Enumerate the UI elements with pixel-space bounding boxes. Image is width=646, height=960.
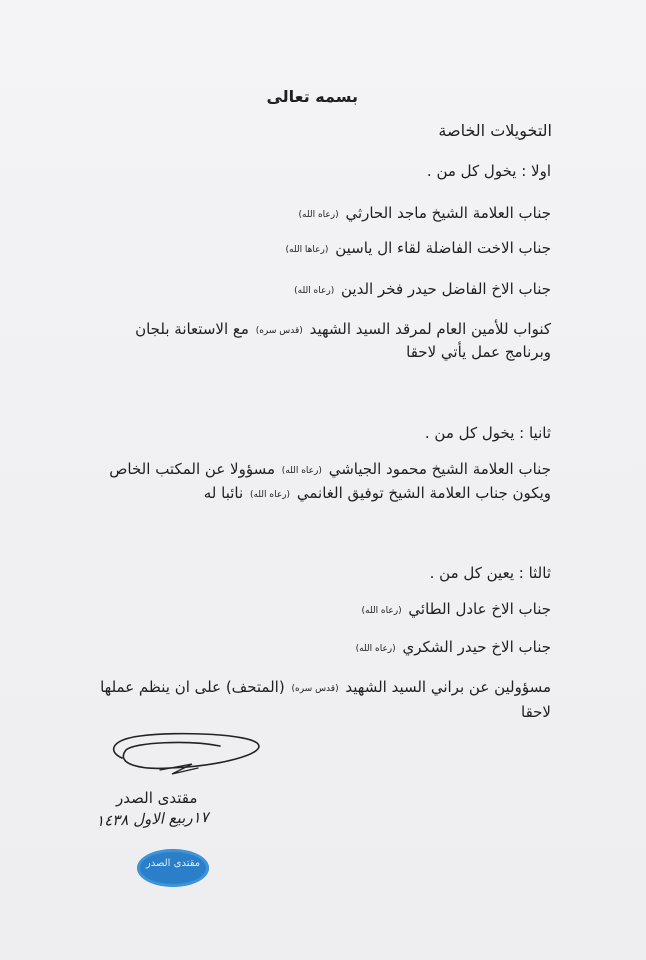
section2-line1 [109,458,551,482]
item-note: (رعاه الله) [361,606,402,616]
item-note: (رعاه الله) [298,210,339,220]
section1-label: اولا : يخول كل من . [426,162,551,180]
item-text: جناب الاخ عادل الطائي [408,600,551,618]
role-text: كنواب للأمين العام لمرقد السيد الشهيد [309,320,551,338]
document-heading: التخويلات الخاصة [438,121,552,140]
item-text: جناب الاخ الفاضل حيدر فخر الدين [341,280,551,298]
section3-item [360,598,551,622]
section1-role-line2: وبرنامج عمل يأتي لاحقا [406,343,551,361]
section1-role-line [135,318,551,342]
line-note: (رعاه الله) [281,466,322,476]
duty-note: (قدس سره) [291,684,339,694]
item-text: جناب الاخ حيدر الشكري [402,638,551,656]
official-seal [137,849,209,887]
document-title: بسمه تعالى [266,87,358,106]
duty-text-cont: (المتحف) على ان ينظم عملها [100,678,285,696]
item-note: (رعاه الله) [294,286,335,296]
handwritten-signature [100,728,270,788]
section3-duty-line [100,676,551,700]
item-note: (رعاها الله) [285,245,329,255]
line-text-cont: مسؤولا عن المكتب الخاص [109,460,276,478]
section1-item [284,237,551,261]
item-text: جناب العلامة الشيخ ماجد الحارثي [345,204,551,222]
section2-line2 [204,482,551,506]
line-note: (رعاه الله) [249,490,291,500]
item-text: جناب الاخت الفاضلة لقاء ال ياسين [335,239,551,257]
item-note: (رعاه الله) [355,644,396,654]
line-text: ويكون جناب العلامة الشيخ توفيق الغانمي [296,484,551,502]
signature-date: ١٧ربيع الاول ١٤٣٨ [95,808,209,830]
section3-item [354,636,551,660]
section3-label: ثالثا : يعين كل من . [429,564,551,582]
duty-text: مسؤولين عن براني السيد الشهيد [345,678,551,696]
role-text-cont: مع الاستعانة بلجان [135,320,249,338]
section2-label: ثانيا : يخول كل من . [424,424,551,442]
line-text-cont: نائبا له [203,484,244,502]
section1-item [297,202,551,226]
role-note: (قدس سره) [255,326,303,336]
section3-duty-line2: لاحقا [521,703,551,721]
signatory-name: مقتدى الصدر [116,789,198,807]
seal-text: مقتدى الصدر [145,858,201,869]
section1-item [292,278,551,302]
line-text: جناب العلامة الشيخ محمود الجياشي [328,460,551,478]
